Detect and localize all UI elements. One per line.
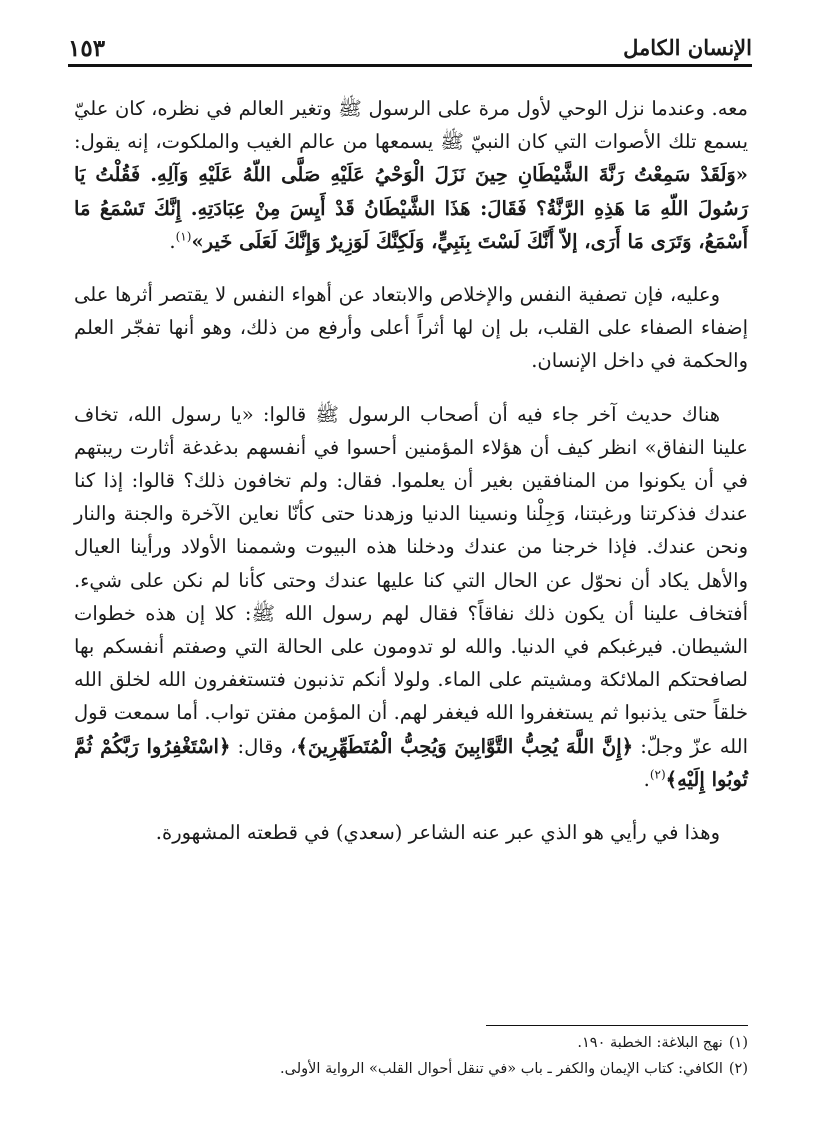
footnote-1-text: نهج البلاغة: الخطبة ١٩٠.: [577, 1035, 723, 1051]
footnotes: [74, 1030, 748, 1082]
paragraph-3-connector: ، وقال:: [230, 734, 297, 758]
paragraph-1: [74, 92, 748, 258]
paragraph-3-end: .: [643, 767, 650, 791]
paragraph-3-text: هناك حديث آخر جاء فيه أن أصحاب الرسول ﷺ قالوا: «يا رسول الله، تخاف علينا النفاق» انظر كيف أن هؤلاء المؤمنين أحسوا في أنفسهم بدغدغة أثارت ريبتهم في أن يكونوا من المنافقين بغير أن يعلموا. فقال: ولم تخافون ذلك؟ قالوا: إذا كنا عندك فذكرتنا ورغبتنا، وَجِلْنا ونسينا الدنيا وزهدنا حتى كأنّا نعاين الآخرة والجنة والنار ونحن عندك. فإذا خرجنا من عندك ودخلنا هذه البيوت وشممنا الأولاد ورأينا العيال والأهل يكاد أن نحوّل عن الحال التي كنا عليها عندك وحتى كأنا لم نكن على شيء. أفتخاف علينا أن يكون ذلك نفاقاً؟ فقال لهم رسول الله ﷺ: كلا إن هذه خطوات الشيطان. فيرغبكم في الدنيا. والله لو تدومون على الحالة التي وصفتم أنفسكم بها لصافحتكم الملائكة ومشيتم على الماء. ولولا أنكم تذنبون فتستغفرون الله لخلق الله خلقاً حتى يذنبوا ثم يستغفروا الله فيغفر لهم. أن المؤمن مفتن تواب. أما سمعت قول الله عزّ وجلّ:: [74, 402, 748, 758]
footnote-2: [74, 1056, 748, 1082]
paragraph-2: وعليه، فإن تصفية النفس والإخلاص والابتعاد عن أهواء النفس لا يقتصر أثرها على إضفاء الصفاء على القلب، بل إن لها أثراً أعلى وأرفع من ذلك، وهو أنها تفجّر العلم والحكمة في داخل الإنسان.: [74, 283, 748, 373]
paragraph-1-end: .: [169, 229, 176, 253]
paragraph-4: وهذا في رأيي هو الذي عبر عنه الشاعر (سعدي) في قطعته المشهورة.: [155, 821, 720, 845]
footnote-2-text: الكافي: كتاب الإيمان والكفر ـ باب «في تنقل أحوال القلب» الرواية الأولى.: [280, 1061, 723, 1077]
page-header: [68, 30, 752, 67]
quran-verse-2: ﴿اسْتَغْفِرُوا رَبَّكُمْ ثُمَّ تُوبُوا إِلَيْهِ﴾: [74, 734, 748, 791]
footnote-2-number: (٢): [728, 1061, 748, 1077]
footnote-divider: [486, 1025, 748, 1026]
hadith-quote: «وَلَقَدْ سَمِعْتُ رَنَّةَ الشَّيْطَانِ حِينَ نَزَلَ الْوَحْيُ عَلَيْهِ صَلَّى اللّهُ عَلَيْهِ وَآلِهِ. فَقُلْتُ يَا رَسُولَ اللّهِ مَا هَذِهِ الرَّنَّةُ؟ فَقَالَ: هَذَا الشَّيْطَانُ قَدْ أَيِسَ مِنْ عِبَادَتِهِ. إِنَّكَ تَسْمَعُ مَا أَسْمَعُ، وَتَرَى مَا أَرَى، إلاّ أَنَّكَ لَسْتَ بِنَبِيٍّ، وَلَكِنَّكَ لَوَزِيرٌ وَإِنَّكَ لَعَلَى خَير»: [74, 163, 748, 253]
page-number: ١٥٣: [68, 35, 106, 62]
footnote-1: [74, 1030, 748, 1056]
footnote-1-number: (١): [728, 1035, 748, 1051]
running-title: الإنسان الكامل: [623, 35, 752, 60]
quran-verse-1: ﴿إِنَّ اللَّهَ يُحِبُّ التَّوَّابِينَ وَيُحِبُّ الْمُتَطَهِّرِينَ﴾: [296, 734, 634, 758]
paragraph-3: [74, 398, 748, 796]
paragraph-1-text: معه. وعندما نزل الوحي لأول مرة على الرسول ﷺ وتغير العالم في نظره، كان عليّ يسمع تلك الأصوات التي كان النبيّ ﷺ يسمعها من عالم الغيب والملكوت، إنه يقول:: [74, 97, 748, 154]
footnote-ref-2: (٢): [649, 767, 666, 782]
page-body: [74, 92, 748, 869]
footnote-ref-1: (١): [175, 229, 192, 244]
